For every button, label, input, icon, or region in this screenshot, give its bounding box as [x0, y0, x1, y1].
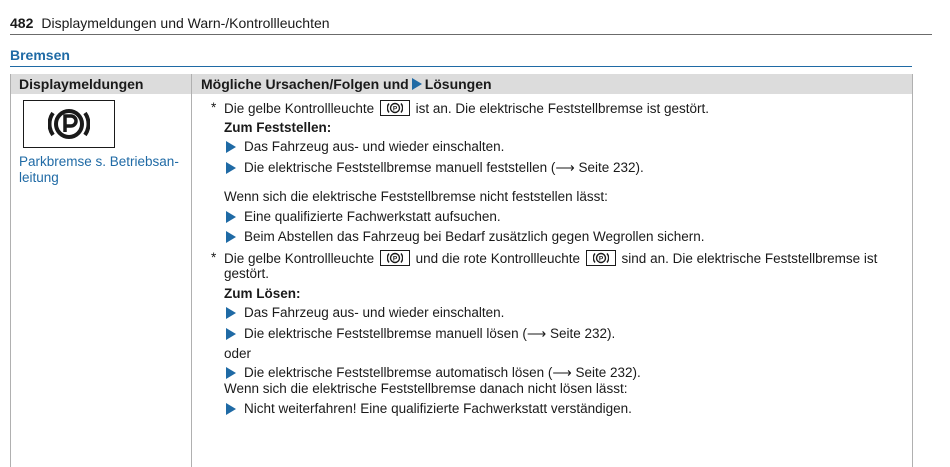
col2-header — [201, 74, 492, 94]
display-message-text — [19, 154, 189, 186]
apply-fail-step1: Eine qualifizierte Fachwerkstatt aufsuchen. — [244, 209, 501, 224]
release-step1: Das Fahrzeug aus- und wieder einschalten. — [244, 305, 505, 320]
display-message-line2: leitung — [19, 170, 59, 185]
step-arrow-icon — [226, 328, 236, 340]
step-arrow-icon — [226, 307, 236, 319]
column-divider — [191, 74, 192, 467]
cause2-text-a: Die gelbe Kontrollleuchte — [224, 251, 375, 266]
release-heading: Zum Lösen: — [224, 286, 301, 301]
svg-text:P: P — [392, 255, 398, 263]
apply-step1: Das Fahrzeug aus- und wieder einschalten. — [244, 139, 505, 154]
col2-header-label-a: Mögliche Ursachen/Folgen und — [201, 76, 409, 92]
red-parking-brake-lamp-icon — [586, 250, 616, 266]
yellow-parking-brake-lamp-icon — [380, 250, 410, 266]
apply-fail-text: Wenn sich die elektrische Feststellbremse nicht feststellen lässt: — [224, 189, 608, 204]
col1-header: Displaymeldungen — [19, 76, 144, 92]
apply-step2: Die elektrische Feststellbremse manuell feststellen (⟶ Seite 232). — [244, 160, 644, 175]
cause2-text-c: sind an. Die elektrische Feststellbremse ist — [621, 251, 878, 266]
or-text: oder — [224, 346, 252, 361]
release-fail-step1: Nicht weiterfahren! Eine qualifizierte Fachwerkstatt verständigen. — [244, 401, 632, 416]
step-arrow-icon — [226, 403, 236, 415]
apply-heading: Zum Feststellen: — [224, 120, 332, 135]
step-arrow-icon — [226, 211, 236, 223]
asterisk-bullet: * — [211, 100, 217, 115]
cause2-text-b: und die rote Kontrollleuchte — [415, 251, 581, 266]
step-arrow-icon — [226, 141, 236, 153]
apply-fail-step2: Beim Abstellen das Fahrzeug bei Bedarf zusätzlich gegen Wegrollen sichern. — [244, 229, 705, 244]
display-messages-table — [10, 74, 913, 467]
table-header-row — [11, 74, 912, 94]
solution-arrow-icon — [412, 78, 422, 90]
parking-brake-p-icon — [23, 100, 115, 148]
svg-text:P: P — [598, 255, 603, 263]
step-arrow-icon — [226, 367, 236, 379]
step-arrow-icon — [226, 162, 236, 174]
svg-text:P: P — [392, 105, 398, 113]
cause2-text — [224, 250, 877, 267]
col2-header-label-b: Lösungen — [424, 76, 492, 92]
cause1-text — [224, 100, 709, 117]
release-fail-text: Wenn sich die elektrische Feststellbremse danach nicht lösen lässt: — [224, 381, 628, 396]
cause1-text-b: ist an. Die elektrische Feststellbremse ist gestört. — [415, 101, 709, 116]
step-arrow-icon — [226, 231, 236, 243]
cause2-text-continued: gestört. — [224, 266, 270, 281]
page-header-title: Displaymeldungen und Warn-/Kontrollleuchten — [41, 15, 330, 31]
yellow-parking-brake-lamp-icon — [380, 100, 410, 116]
page-number: 482 — [10, 15, 34, 31]
release-step3: Die elektrische Feststellbremse automatisch lösen (⟶ Seite 232). — [244, 365, 641, 380]
page-header — [10, 14, 932, 35]
release-step2: Die elektrische Feststellbremse manuell lösen (⟶ Seite 232). — [244, 326, 616, 341]
cause1-text-a: Die gelbe Kontrollleuchte — [224, 101, 375, 116]
display-message-line1: Parkbremse s. Betriebsan- — [19, 154, 179, 169]
section-title: Bremsen — [10, 46, 912, 67]
asterisk-bullet: * — [211, 250, 217, 265]
